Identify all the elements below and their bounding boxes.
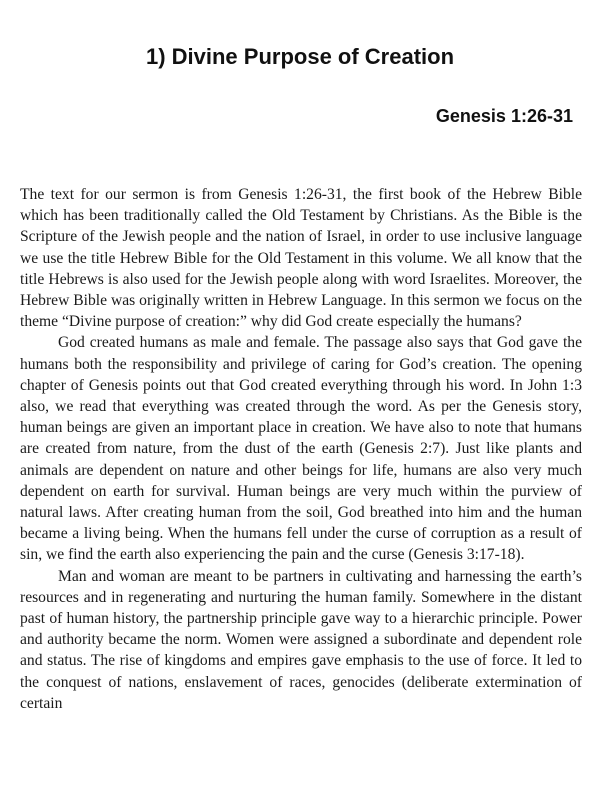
scripture-reference: Genesis 1:26-31 [435, 106, 573, 126]
paragraph-2: God created humans as male and female. The passage also says that God gave the humans both the responsibility and privilege of caring for God’s creation. The opening chapter of Genesis points out that God created everything through his word. In John 1:3 also, we read that everything was created through the word. As per the Genesis story, human beings are given an important place in creation. We have also to note that humans are created from nature, from the dust of the earth (Genesis 2:7). Just like plants and animals are dependent on nature and other beings for life, humans are also very much dependent on earth for survival. Human beings are very much within the purview of natural laws. After creating human from the soil, God breathed into him and the human became a living being. When the humans fell under the curse of corruption as a result of sin, we find the earth also experiencing the pain and the curse (Genesis 3:17-18). [20, 334, 582, 564]
chapter-title: 1) Divine Purpose of Creation [145, 44, 455, 69]
sermon-body [20, 184, 582, 714]
paragraph-1: The text for our sermon is from Genesis 1:26-31, the first book of the Hebrew Bible which has been traditionally called the Old Testament by Christians. As the Bible is the Scripture of the Jewish people and the nation of Israel, in order to use inclusive language we use the title Hebrew Bible for the Old Testament in this volume. We all know that the title Hebrews is also used for the Jewish people along with word Israelites. Moreover, the Hebrew Bible was originally written in Hebrew Language. In this sermon we focus on the theme “Divine purpose of creation:” why did God create especially the humans? [20, 186, 582, 331]
paragraph-3: Man and woman are meant to be partners in cultivating and harnessing the earth’s resources and in regenerating and nurturing the human family. Somewhere in the distant past of human history, the partnership principle gave way to a hierarchic principle. Power and authority became the norm. Women were assigned a subordinate and dependent role and status. The rise of kingdoms and empires gave emphasis to the use of force. It led to the conquest of nations, enslavement of races, genocides (deliberate extermination of certain [20, 567, 582, 712]
